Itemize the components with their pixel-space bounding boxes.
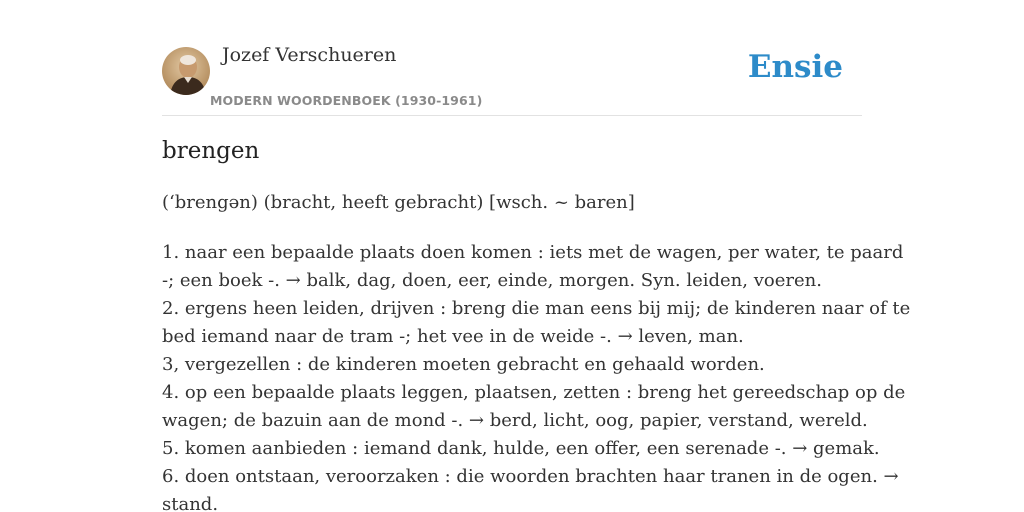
- entry-headword: brengen: [162, 138, 260, 164]
- definition-line: 3, vergezellen : de kinderen moeten gebracht en gehaald worden.: [162, 354, 765, 375]
- definition-line: 5. komen aanbieden : iemand dank, hulde, een offer, een serenade -. → gemak.: [162, 438, 880, 459]
- source-label[interactable]: MODERN WOORDENBOEK (1930-1961): [210, 93, 483, 108]
- definition-line: 6. doen ontstaan, veroorzaken : die woorden brachten haar tranen in de ogen. →: [162, 466, 899, 487]
- header-divider: [162, 115, 862, 116]
- author-avatar[interactable]: [162, 47, 210, 95]
- definition-line: 2. ergens heen leiden, drijven : breng die man eens bij mij; de kinderen naar of te: [162, 298, 911, 319]
- definition-line: -; een boek -. → balk, dag, doen, eer, einde, morgen. Syn. leiden, voeren.: [162, 270, 822, 291]
- definition-line: stand.: [162, 494, 219, 512]
- brand-logo[interactable]: Ensie: [747, 49, 843, 85]
- definition-line: 4. op een bepaalde plaats leggen, plaatsen, zetten : breng het gereedschap op de: [162, 382, 906, 403]
- definition-line: 1. naar een bepaalde plaats doen komen : iets met de wagen, per water, te paard: [162, 242, 904, 263]
- author-name[interactable]: Jozef Verschueren: [222, 44, 397, 66]
- entry-pronunciation: (‘brengən) (bracht, heeft gebracht) [wsch. ~ baren]: [162, 192, 635, 213]
- definition-line: wagen; de bazuin aan de mond -. → berd, licht, oog, papier, verstand, wereld.: [162, 410, 868, 431]
- author-portrait-icon: [162, 47, 210, 95]
- definition-line: bed iemand naar de tram -; het vee in de weide -. → leven, man.: [162, 326, 744, 347]
- entry-definitions: [162, 239, 911, 512]
